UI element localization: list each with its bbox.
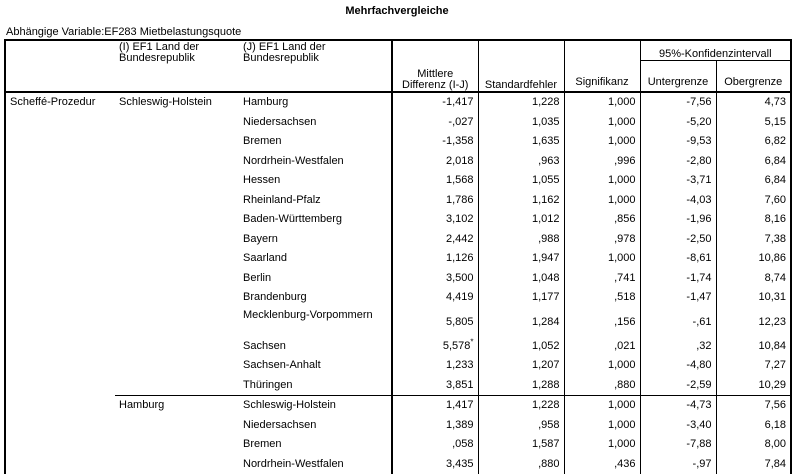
upper-bound-cell: 8,00 xyxy=(716,435,791,455)
std-err-cell: 1,635 xyxy=(478,132,564,152)
lower-bound-cell: -3,71 xyxy=(640,171,716,191)
mean-diff-cell: 1,417 xyxy=(392,396,478,416)
mean-diff-cell: 1,126 xyxy=(392,249,478,269)
mean-diff-cell: -,027 xyxy=(392,113,478,133)
mean-diff-cell: 1,786 xyxy=(392,191,478,211)
sig-cell: ,156 xyxy=(564,308,640,337)
comparison-j-label: Brandenburg xyxy=(239,288,392,308)
lower-bound-cell: -2,80 xyxy=(640,152,716,172)
upper-bound-cell: 10,86 xyxy=(716,249,791,269)
lower-bound-cell: -4,80 xyxy=(640,356,716,376)
upper-bound-cell: 7,56 xyxy=(716,396,791,416)
sig-cell: ,436 xyxy=(564,455,640,475)
sig-cell: 1,000 xyxy=(564,435,640,455)
comparison-j-label: Nordrhein-Westfalen xyxy=(239,455,392,475)
lower-bound-cell: -2,59 xyxy=(640,376,716,396)
lower-bound-cell: -9,53 xyxy=(640,132,716,152)
lower-bound-cell: -,97 xyxy=(640,455,716,475)
upper-bound-cell: 7,38 xyxy=(716,230,791,250)
mean-diff-cell: -1,417 xyxy=(392,92,478,113)
comparison-j-label: Berlin xyxy=(239,269,392,289)
lower-bound-cell: -1,74 xyxy=(640,269,716,289)
sig-cell: ,856 xyxy=(564,210,640,230)
sig-cell: 1,000 xyxy=(564,356,640,376)
ci-group-header: 95%-Konfidenzintervall xyxy=(640,40,791,61)
comparison-j-label: Niedersachsen xyxy=(239,416,392,436)
lower-bound-cell: -2,50 xyxy=(640,230,716,250)
procedure-cell: Scheffé-Prozedur xyxy=(5,92,115,474)
lower-bound-cell: -7,88 xyxy=(640,435,716,455)
comparison-j-label: Baden-Württemberg xyxy=(239,210,392,230)
comparison-j-label: Hessen xyxy=(239,171,392,191)
mean-diff-cell: 3,102 xyxy=(392,210,478,230)
comparison-j-label: Schleswig-Holstein xyxy=(239,396,392,416)
comparison-j-label: Rheinland-Pfalz xyxy=(239,191,392,211)
sig-cell: 1,000 xyxy=(564,92,640,113)
upper-bound-cell: 7,60 xyxy=(716,191,791,211)
lower-bound-header: Untergrenze xyxy=(640,61,716,93)
col-i-header: (I) EF1 Land der Bundesrepublik xyxy=(115,40,239,92)
std-err-cell: ,988 xyxy=(478,230,564,250)
std-err-cell: ,880 xyxy=(478,455,564,475)
lower-bound-cell: -1,47 xyxy=(640,288,716,308)
group-i-label: Hamburg xyxy=(115,396,239,475)
upper-bound-cell: 5,15 xyxy=(716,113,791,133)
upper-bound-cell: 4,73 xyxy=(716,92,791,113)
mean-diff-cell: -1,358 xyxy=(392,132,478,152)
lower-bound-cell: -,61 xyxy=(640,308,716,337)
lower-bound-cell: -4,03 xyxy=(640,191,716,211)
lower-bound-cell: -1,96 xyxy=(640,210,716,230)
std-err-cell: 1,207 xyxy=(478,356,564,376)
col-j-header: (J) EF1 Land der Bundesrepublik xyxy=(239,40,392,92)
comparison-j-label: Bayern xyxy=(239,230,392,250)
std-err-cell: 1,052 xyxy=(478,337,564,357)
comparison-j-label: Bremen xyxy=(239,435,392,455)
multiple-comparisons-table xyxy=(4,39,792,474)
table-row xyxy=(5,396,791,416)
table-row xyxy=(5,92,791,113)
upper-bound-cell: 8,74 xyxy=(716,269,791,289)
mean-diff-cell: 5,805 xyxy=(392,308,478,337)
lower-bound-cell: ,32 xyxy=(640,337,716,357)
comparison-j-label: Sachsen xyxy=(239,337,392,357)
sig-cell: 1,000 xyxy=(564,132,640,152)
sig-cell: ,978 xyxy=(564,230,640,250)
std-err-cell: 1,055 xyxy=(478,171,564,191)
upper-bound-cell: 6,84 xyxy=(716,171,791,191)
group-i-label: Schleswig-Holstein xyxy=(115,92,239,396)
mean-diff-cell: 5,578* xyxy=(392,337,478,357)
mean-diff-cell: 4,419 xyxy=(392,288,478,308)
sig-cell: ,518 xyxy=(564,288,640,308)
significance-marker: * xyxy=(470,337,474,347)
upper-bound-cell: 10,84 xyxy=(716,337,791,357)
sig-cell: 1,000 xyxy=(564,113,640,133)
std-err-cell: ,963 xyxy=(478,152,564,172)
std-err-cell: 1,035 xyxy=(478,113,564,133)
upper-bound-cell: 6,84 xyxy=(716,152,791,172)
lower-bound-cell: -8,61 xyxy=(640,249,716,269)
table-title: Mehrfachvergleiche xyxy=(345,5,449,17)
std-err-cell: 1,228 xyxy=(478,396,564,416)
mean-diff-cell: 3,435 xyxy=(392,455,478,475)
comparison-j-label: Bremen xyxy=(239,132,392,152)
comparison-j-label: Nordrhein-Westfalen xyxy=(239,152,392,172)
std-err-cell: 1,177 xyxy=(478,288,564,308)
sig-cell: 1,000 xyxy=(564,396,640,416)
mean-diff-cell: 1,568 xyxy=(392,171,478,191)
upper-bound-header: Obergrenze xyxy=(716,61,791,93)
std-err-cell: 1,284 xyxy=(478,308,564,337)
upper-bound-cell: 10,29 xyxy=(716,376,791,396)
lower-bound-cell: -7,56 xyxy=(640,92,716,113)
upper-bound-cell: 7,27 xyxy=(716,356,791,376)
lower-bound-cell: -5,20 xyxy=(640,113,716,133)
sig-cell: 1,000 xyxy=(564,191,640,211)
upper-bound-cell: 6,82 xyxy=(716,132,791,152)
table-body xyxy=(5,92,791,474)
mean-diff-cell: 3,851 xyxy=(392,376,478,396)
upper-bound-cell: 12,23 xyxy=(716,308,791,337)
std-err-cell: 1,587 xyxy=(478,435,564,455)
mean-diff-cell: 2,018 xyxy=(392,152,478,172)
mean-diff-header: Mittlere Differenz (I-J) xyxy=(392,40,478,92)
sig-cell: 1,000 xyxy=(564,416,640,436)
mean-diff-cell: 1,389 xyxy=(392,416,478,436)
lower-bound-cell: -4,73 xyxy=(640,396,716,416)
upper-bound-cell: 8,16 xyxy=(716,210,791,230)
sig-cell: 1,000 xyxy=(564,249,640,269)
sig-cell: ,741 xyxy=(564,269,640,289)
mean-diff-cell: 2,442 xyxy=(392,230,478,250)
std-err-cell: 1,012 xyxy=(478,210,564,230)
std-err-cell: 1,162 xyxy=(478,191,564,211)
comparison-j-label: Hamburg xyxy=(239,92,392,113)
std-err-cell: 1,048 xyxy=(478,269,564,289)
std-err-cell: 1,947 xyxy=(478,249,564,269)
sig-cell: ,880 xyxy=(564,376,640,396)
dependent-variable-label: Abhängige Variable:EF283 Mietbelastungsquote xyxy=(6,26,242,38)
comparison-j-label: Saarland xyxy=(239,249,392,269)
upper-bound-cell: 7,84 xyxy=(716,455,791,475)
sig-cell: ,021 xyxy=(564,337,640,357)
comparison-j-label: Sachsen-Anhalt xyxy=(239,356,392,376)
comparison-j-label: Thüringen xyxy=(239,376,392,396)
procedure-header xyxy=(5,40,115,92)
upper-bound-cell: 6,18 xyxy=(716,416,791,436)
upper-bound-cell: 10,31 xyxy=(716,288,791,308)
lower-bound-cell: -3,40 xyxy=(640,416,716,436)
sig-header: Signifikanz xyxy=(564,40,640,92)
std-err-header: Standardfehler xyxy=(478,40,564,92)
sig-cell: 1,000 xyxy=(564,171,640,191)
mean-diff-cell: ,058 xyxy=(392,435,478,455)
std-err-cell: 1,288 xyxy=(478,376,564,396)
comparison-j-label: Mecklenburg-Vorpommern xyxy=(239,308,392,337)
mean-diff-cell: 3,500 xyxy=(392,269,478,289)
comparison-j-label: Niedersachsen xyxy=(239,113,392,133)
sig-cell: ,996 xyxy=(564,152,640,172)
std-err-cell: ,958 xyxy=(478,416,564,436)
mean-diff-cell: 1,233 xyxy=(392,356,478,376)
std-err-cell: 1,228 xyxy=(478,92,564,113)
